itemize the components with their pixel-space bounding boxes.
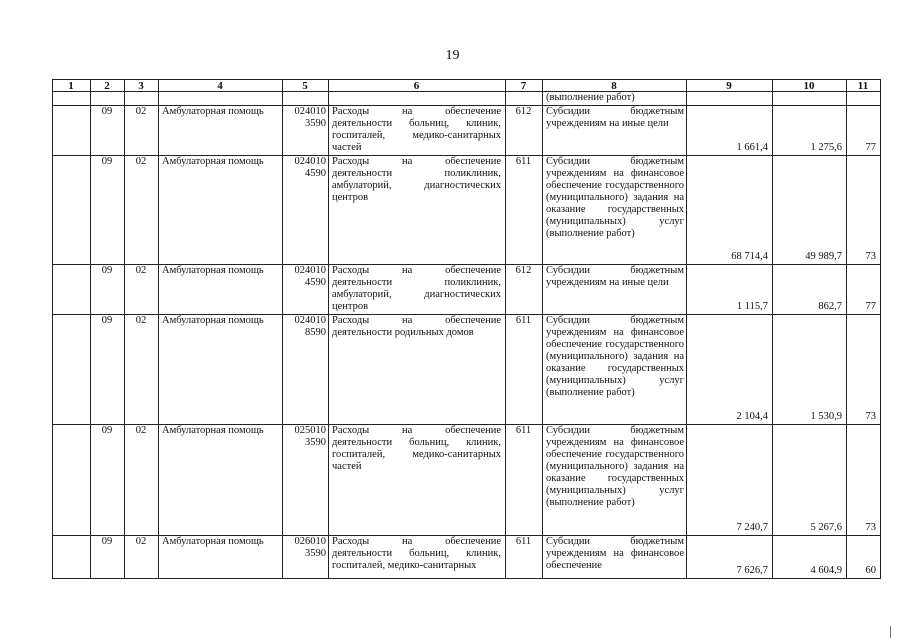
- header-col-1: 1: [68, 80, 74, 92]
- column-divider: [772, 79, 773, 578]
- cell-col-4: Амбулаторная помощь: [162, 536, 264, 547]
- cell-col-4: Амбулаторная помощь: [162, 156, 264, 167]
- cell-col-5: [284, 315, 326, 339]
- header-col-6: 6: [413, 80, 420, 92]
- header-col-2: 2: [104, 80, 110, 92]
- cell-col-5-part: 4590: [305, 277, 326, 288]
- cell-col-2: 09: [101, 536, 113, 547]
- cell-col-5: [284, 156, 326, 180]
- cell-col-11: 77: [865, 301, 876, 312]
- cell-col-5: [284, 265, 326, 289]
- cell-col-3: 02: [135, 315, 147, 326]
- column-divider: [328, 79, 329, 578]
- cell-col-6: Расходы на обеспечение деятельности больниц, клиник, госпиталей, медико-санитарных частей: [332, 425, 501, 472]
- cell-col-2: 09: [101, 106, 113, 117]
- header-col-5: 5: [302, 80, 308, 92]
- cell-col-9: 1 115,7: [736, 301, 768, 312]
- cell-col-5: [284, 106, 326, 130]
- cell-col-5-part: 4590: [305, 168, 326, 179]
- column-divider: [686, 79, 687, 578]
- cell-col-9: 1 661,4: [736, 142, 768, 153]
- cell-col-7: 611: [515, 156, 532, 167]
- cell-col-11: 60: [865, 565, 876, 576]
- cell-col-11: 73: [865, 251, 876, 262]
- cell-col-5-part: 3590: [305, 118, 326, 129]
- cell-col-6: Расходы на обеспечение деятельности больниц, клиник, госпиталей, медико-санитарных: [332, 536, 501, 571]
- cell-col-5-part: 026010: [294, 536, 326, 547]
- cell-col-10: 1 275,6: [810, 142, 842, 153]
- cell-col-9: 7 626,7: [736, 565, 768, 576]
- cell-col-9: 7 240,7: [736, 522, 768, 533]
- cell-col-10: 49 989,7: [805, 251, 842, 262]
- cell-col-5-part: 8590: [305, 327, 326, 338]
- carry-over-text: (выполнение работ): [546, 92, 635, 103]
- cell-col-5-part: 3590: [305, 548, 326, 559]
- column-divider: [158, 79, 159, 578]
- cell-col-3: 02: [135, 536, 147, 547]
- header-col-10: 10: [803, 80, 815, 92]
- cell-col-6: Расходы на обеспечение деятельности больниц, клиник, госпиталей, медико-санитарных частей: [332, 106, 501, 153]
- header-col-11: 11: [857, 80, 869, 92]
- cell-col-8: Субсидии бюджетным учреждениям на иные цели: [546, 106, 684, 129]
- cell-col-7: 612: [515, 106, 532, 117]
- cell-col-3: 02: [135, 425, 147, 436]
- header-col-7: 7: [520, 80, 527, 92]
- column-divider: [880, 79, 881, 578]
- cell-col-4: Амбулаторная помощь: [162, 315, 264, 326]
- column-divider: [90, 79, 91, 578]
- column-divider: [124, 79, 125, 578]
- column-divider: [505, 79, 506, 578]
- column-divider: [846, 79, 847, 578]
- cell-col-8: Субсидии бюджетным учреждениям на финансовое обеспечение государственного (муниципального) задания на оказание государственных (муниципальных) услуг (выполнение работ): [546, 156, 684, 239]
- cell-col-5: [284, 425, 326, 449]
- header-col-8: 8: [611, 80, 617, 92]
- cell-col-5-part: 024010: [294, 156, 326, 167]
- cell-col-2: 09: [101, 425, 113, 436]
- cell-col-6: Расходы на обеспечение деятельности родильных домов: [332, 315, 501, 338]
- cell-col-4: Амбулаторная помощь: [162, 425, 264, 436]
- cell-col-8: Субсидии бюджетным учреждениям на иные цели: [546, 265, 684, 288]
- cell-col-6: Расходы на обеспечение деятельности поликлиник, амбулаторий, диагностических центров: [332, 265, 501, 312]
- cell-col-2: 09: [101, 315, 113, 326]
- cell-col-5-part: 024010: [294, 106, 326, 117]
- cell-col-2: 09: [101, 156, 113, 167]
- cell-col-3: 02: [135, 156, 147, 167]
- cell-col-2: 09: [101, 265, 113, 276]
- cell-col-10: 5 267,6: [810, 522, 842, 533]
- cell-col-7: 611: [515, 536, 532, 547]
- scan-edge-mark: [890, 626, 891, 638]
- cell-col-11: 77: [865, 142, 876, 153]
- header-col-9: 9: [726, 80, 732, 92]
- cell-col-8: Субсидии бюджетным учреждениям на финансовое обеспечение государственного (муниципального) задания на оказание государственных (муниципальных) услуг (выполнение работ): [546, 425, 684, 508]
- cell-col-11: 73: [865, 411, 876, 422]
- cell-col-6: Расходы на обеспечение деятельности поликлиник, амбулаторий, диагностических центров: [332, 156, 501, 203]
- cell-col-7: 611: [515, 425, 532, 436]
- cell-col-5-part: 3590: [305, 437, 326, 448]
- cell-col-5-part: 025010: [294, 425, 326, 436]
- table-bottom-border: [52, 578, 881, 579]
- cell-col-4: Амбулаторная помощь: [162, 265, 264, 276]
- cell-col-9: 2 104,4: [736, 411, 768, 422]
- cell-col-7: 612: [515, 265, 532, 276]
- cell-col-5-part: 024010: [294, 315, 326, 326]
- cell-col-8: Субсидии бюджетным учреждениям на финансовое обеспечение: [546, 536, 684, 571]
- cell-col-5: [284, 536, 326, 560]
- cell-col-3: 02: [135, 265, 147, 276]
- cell-col-9: 68 714,4: [731, 251, 768, 262]
- column-divider: [282, 79, 283, 578]
- cell-col-10: 4 604,9: [810, 565, 842, 576]
- cell-col-8: Субсидии бюджетным учреждениям на финансовое обеспечение государственного (муниципального) задания на оказание государственных (муниципальных) услуг (выполнение работ): [546, 315, 684, 398]
- cell-col-7: 611: [515, 315, 532, 326]
- cell-col-3: 02: [135, 106, 147, 117]
- cell-col-5-part: 024010: [294, 265, 326, 276]
- header-col-3: 3: [138, 80, 144, 92]
- column-divider: [542, 79, 543, 578]
- column-divider: [52, 79, 53, 578]
- cell-col-4: Амбулаторная помощь: [162, 106, 264, 117]
- page-number: 19: [445, 48, 460, 63]
- cell-col-11: 73: [865, 522, 876, 533]
- cell-col-10: 862,7: [818, 301, 842, 312]
- cell-col-10: 1 530,9: [810, 411, 842, 422]
- header-col-4: 4: [217, 80, 223, 92]
